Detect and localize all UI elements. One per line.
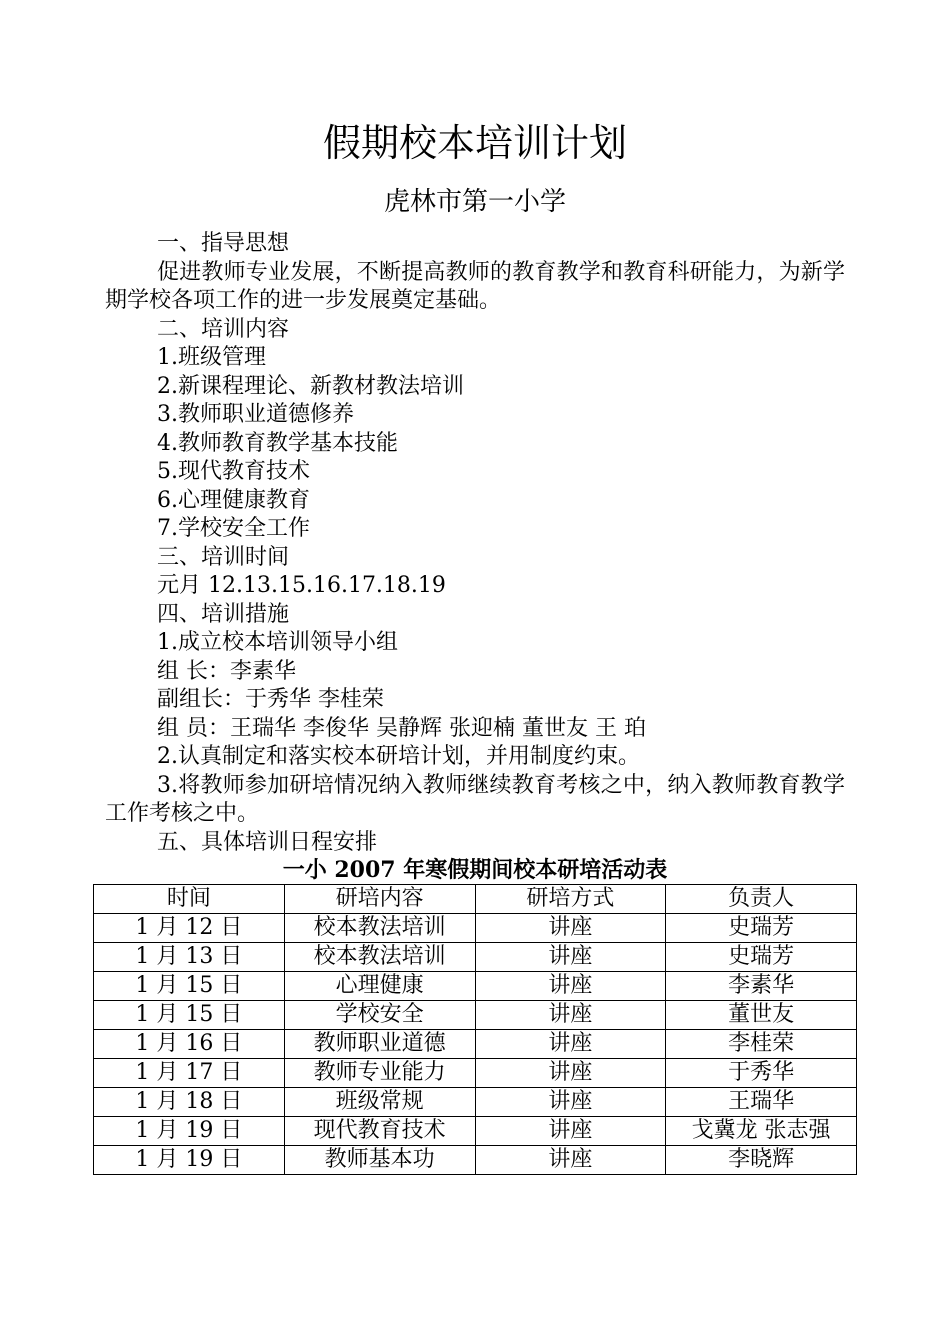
cell-person: 李晓辉 bbox=[666, 1146, 857, 1175]
cell-method: 讲座 bbox=[475, 1088, 666, 1117]
cell-content: 教师基本功 bbox=[284, 1146, 475, 1175]
cell-time: 1 月 12 日 bbox=[94, 914, 285, 943]
table-caption: 一小 2007 年寒假期间校本研培活动表 bbox=[282, 857, 668, 883]
section-heading-training-content: 二、培训内容 bbox=[157, 316, 290, 342]
training-item: 3.教师职业道德修养 bbox=[157, 402, 354, 427]
measure-item: 3.将教师参加研培情况纳入教师继续教育考核之中，纳入教师教育教学工作考核之中。 bbox=[105, 772, 845, 826]
table-row bbox=[94, 914, 857, 943]
document-title: 假期校本培训计划 bbox=[322, 121, 627, 165]
cell-person: 李素华 bbox=[666, 972, 857, 1001]
cell-person: 史瑞芳 bbox=[666, 914, 857, 943]
table-row bbox=[94, 1146, 857, 1175]
section-heading-training-measures: 四、培训措施 bbox=[157, 601, 290, 627]
cell-method: 讲座 bbox=[475, 972, 666, 1001]
table-row bbox=[94, 972, 857, 1001]
column-header-time: 时间 bbox=[94, 885, 285, 914]
cell-content: 学校安全 bbox=[284, 1001, 475, 1030]
cell-method: 讲座 bbox=[475, 914, 666, 943]
cell-person: 董世友 bbox=[666, 1001, 857, 1030]
training-item: 2.新课程理论、新教材教法培训 bbox=[157, 373, 464, 399]
school-name: 虎林市第一小学 bbox=[383, 187, 566, 217]
cell-person: 于秀华 bbox=[666, 1059, 857, 1088]
table-row bbox=[94, 943, 857, 972]
column-header-person: 负责人 bbox=[666, 885, 857, 914]
cell-content: 现代教育技术 bbox=[284, 1117, 475, 1146]
cell-time: 1 月 17 日 bbox=[94, 1059, 285, 1088]
training-item: 5.现代教育技术 bbox=[157, 459, 310, 484]
cell-time: 1 月 16 日 bbox=[94, 1030, 285, 1059]
cell-content: 教师专业能力 bbox=[284, 1059, 475, 1088]
cell-person: 王瑞华 bbox=[666, 1088, 857, 1117]
cell-person: 史瑞芳 bbox=[666, 943, 857, 972]
cell-time: 1 月 19 日 bbox=[94, 1117, 285, 1146]
measure-item: 1.成立校本培训领导小组 bbox=[157, 630, 398, 655]
section-heading-guiding-thought: 一、指导思想 bbox=[157, 231, 290, 256]
section-heading-training-time: 三、培训时间 bbox=[157, 544, 290, 570]
cell-method: 讲座 bbox=[475, 1059, 666, 1088]
cell-content: 心理健康 bbox=[284, 972, 475, 1001]
training-time: 元月 12.13.15.16.17.18.19 bbox=[157, 573, 446, 598]
cell-content: 校本教法培训 bbox=[284, 914, 475, 943]
cell-person: 戈冀龙 张志强 bbox=[666, 1117, 857, 1146]
section-heading-schedule: 五、具体培训日程安排 bbox=[157, 829, 378, 855]
cell-time: 1 月 18 日 bbox=[94, 1088, 285, 1117]
training-item: 6.心理健康教育 bbox=[157, 487, 310, 513]
table-row bbox=[94, 1030, 857, 1059]
cell-method: 讲座 bbox=[475, 1146, 666, 1175]
cell-content: 校本教法培训 bbox=[284, 943, 475, 972]
cell-method: 讲座 bbox=[475, 1030, 666, 1059]
cell-time: 1 月 19 日 bbox=[94, 1146, 285, 1175]
training-item: 7.学校安全工作 bbox=[157, 516, 310, 541]
cell-content: 教师职业道德 bbox=[284, 1030, 475, 1059]
table-row bbox=[94, 1088, 857, 1117]
cell-method: 讲座 bbox=[475, 1001, 666, 1030]
cell-content: 班级常规 bbox=[284, 1088, 475, 1117]
cell-time: 1 月 13 日 bbox=[94, 943, 285, 972]
measure-item: 2.认真制定和落实校本研培计划，并用制度约束。 bbox=[157, 744, 640, 769]
column-header-method: 研培方式 bbox=[475, 885, 666, 914]
group-leader: 组 长：李素华 bbox=[157, 658, 296, 684]
table-header-row bbox=[94, 885, 857, 914]
cell-method: 讲座 bbox=[475, 1117, 666, 1146]
cell-time: 1 月 15 日 bbox=[94, 972, 285, 1001]
guiding-thought-paragraph: 促进教师专业发展，不断提高教师的教育教学和教育科研能力，为新学期学校各项工作的进一步发展奠定基础。 bbox=[105, 259, 845, 313]
group-members: 组 员：王瑞华 李俊华 吴静辉 张迎楠 董世友 王 珀 bbox=[157, 715, 646, 741]
table-row bbox=[94, 1059, 857, 1088]
training-item: 4.教师教育教学基本技能 bbox=[157, 430, 398, 456]
cell-method: 讲座 bbox=[475, 943, 666, 972]
table-row bbox=[94, 1001, 857, 1030]
group-vice-leader: 副组长：于秀华 李桂荣 bbox=[157, 687, 384, 712]
document-body bbox=[105, 230, 845, 857]
schedule-table bbox=[93, 884, 857, 1175]
cell-person: 李桂荣 bbox=[666, 1030, 857, 1059]
table-row bbox=[94, 1117, 857, 1146]
training-item: 1.班级管理 bbox=[157, 345, 266, 370]
cell-time: 1 月 15 日 bbox=[94, 1001, 285, 1030]
column-header-content: 研培内容 bbox=[284, 885, 475, 914]
